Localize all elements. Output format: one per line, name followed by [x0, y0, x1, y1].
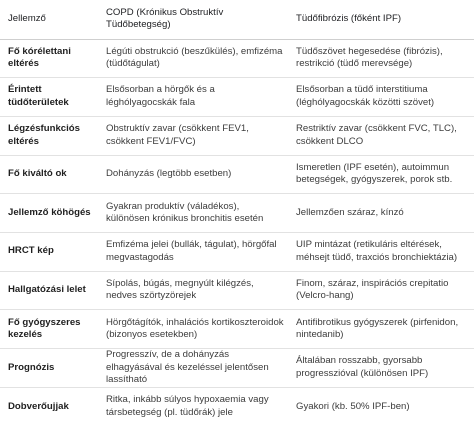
table-row: [0, 387, 474, 426]
header-feature: Jellemző: [0, 0, 98, 39]
table-row: [0, 155, 474, 194]
copd-cell: Hörgőtágítók, inhalációs kortikoszteroidok (bizonyos esetekben): [98, 310, 288, 349]
row-label: Prognózis: [0, 349, 98, 388]
header-copd: COPD (Krónikus Obstruktív Tüdőbetegség): [98, 0, 288, 39]
table-row: [0, 194, 474, 233]
copd-cell: Progresszív, de a dohányzás elhagyásával és kezeléssel jelentősen lassítható: [98, 349, 288, 388]
table-row: [0, 271, 474, 310]
table-row: [0, 78, 474, 117]
table-body: [0, 39, 474, 426]
row-label: Dobverőujjak: [8, 400, 69, 412]
copd-cell: Gyakran produktív (váladékos), különösen krónikus bronchitis esetén: [98, 194, 288, 233]
table-row: [0, 310, 474, 349]
fibrosis-cell: Gyakori (kb. 50% IPF-ben): [296, 400, 410, 412]
copd-cell: Sípolás, búgás, megnyúlt kilégzés, nedves szörtyzörejek: [98, 271, 288, 310]
fibrosis-cell: Tüdőszövet hegesedése (fibrózis), restrikció (tüdő merevsége): [288, 39, 474, 78]
row-label: Érintett tüdőterületek: [0, 78, 98, 117]
fibrosis-cell: UIP mintázat (retikuláris eltérések, méhsejt tüdő, traxciós bronchiektázia): [288, 232, 474, 271]
row-label: Fő kiváltó ok: [0, 155, 98, 194]
table-row: [0, 39, 474, 78]
row-label: Hallgatózási lelet: [0, 271, 98, 310]
copd-cell: Elsősorban a hörgők és a léghólyagocskák fala: [98, 78, 288, 117]
copd-cell: Obstruktív zavar (csökkent FEV1, csökkent FEV1/FVC): [98, 116, 288, 155]
fibrosis-cell: Jellemzően száraz, kínzó: [288, 194, 474, 233]
copd-cell: Légúti obstrukció (beszűkülés), emfizéma (tüdőtágulat): [98, 39, 288, 78]
fibrosis-cell: Ismeretlen (IPF esetén), autoimmun betegségek, gyógyszerek, porok stb.: [288, 155, 474, 194]
table-row: [0, 349, 474, 388]
fibrosis-cell: Antifibrotikus gyógyszerek (pirfenidon, nintedanib): [288, 310, 474, 349]
table-row: [0, 116, 474, 155]
header-fibrosis: Tüdőfibrózis (főként IPF): [288, 0, 474, 39]
fibrosis-cell: Elsősorban a tüdő interstitiuma (léghólyagocskák közötti szövet): [288, 78, 474, 117]
copd-cell: Ritka, inkább súlyos hypoxaemia vagy társbetegség (pl. tüdőrák) jele: [106, 394, 269, 418]
fibrosis-cell: Általában rosszabb, gyorsabb progresszióval (különösen IPF): [288, 349, 474, 388]
header-row: [0, 0, 474, 39]
row-label: Jellemző köhögés: [0, 194, 98, 233]
table-row: [0, 232, 474, 271]
fibrosis-cell: Restriktív zavar (csökkent FVC, TLC), csökkent DLCO: [288, 116, 474, 155]
copd-cell: Emfizéma jelei (bullák, tágulat), hörgőfal megvastagodás: [98, 232, 288, 271]
row-label: Fő gyógyszeres kezelés: [0, 310, 98, 349]
row-label: HRCT kép: [0, 232, 98, 271]
row-label: Fő kórélettani eltérés: [0, 39, 98, 78]
fibrosis-cell: Finom, száraz, inspirációs crepitatio (Velcro-hang): [288, 271, 474, 310]
copd-cell: Dohányzás (legtöbb esetben): [98, 155, 288, 194]
row-label: Légzésfunkciós eltérés: [0, 116, 98, 155]
table-header: [0, 0, 474, 39]
